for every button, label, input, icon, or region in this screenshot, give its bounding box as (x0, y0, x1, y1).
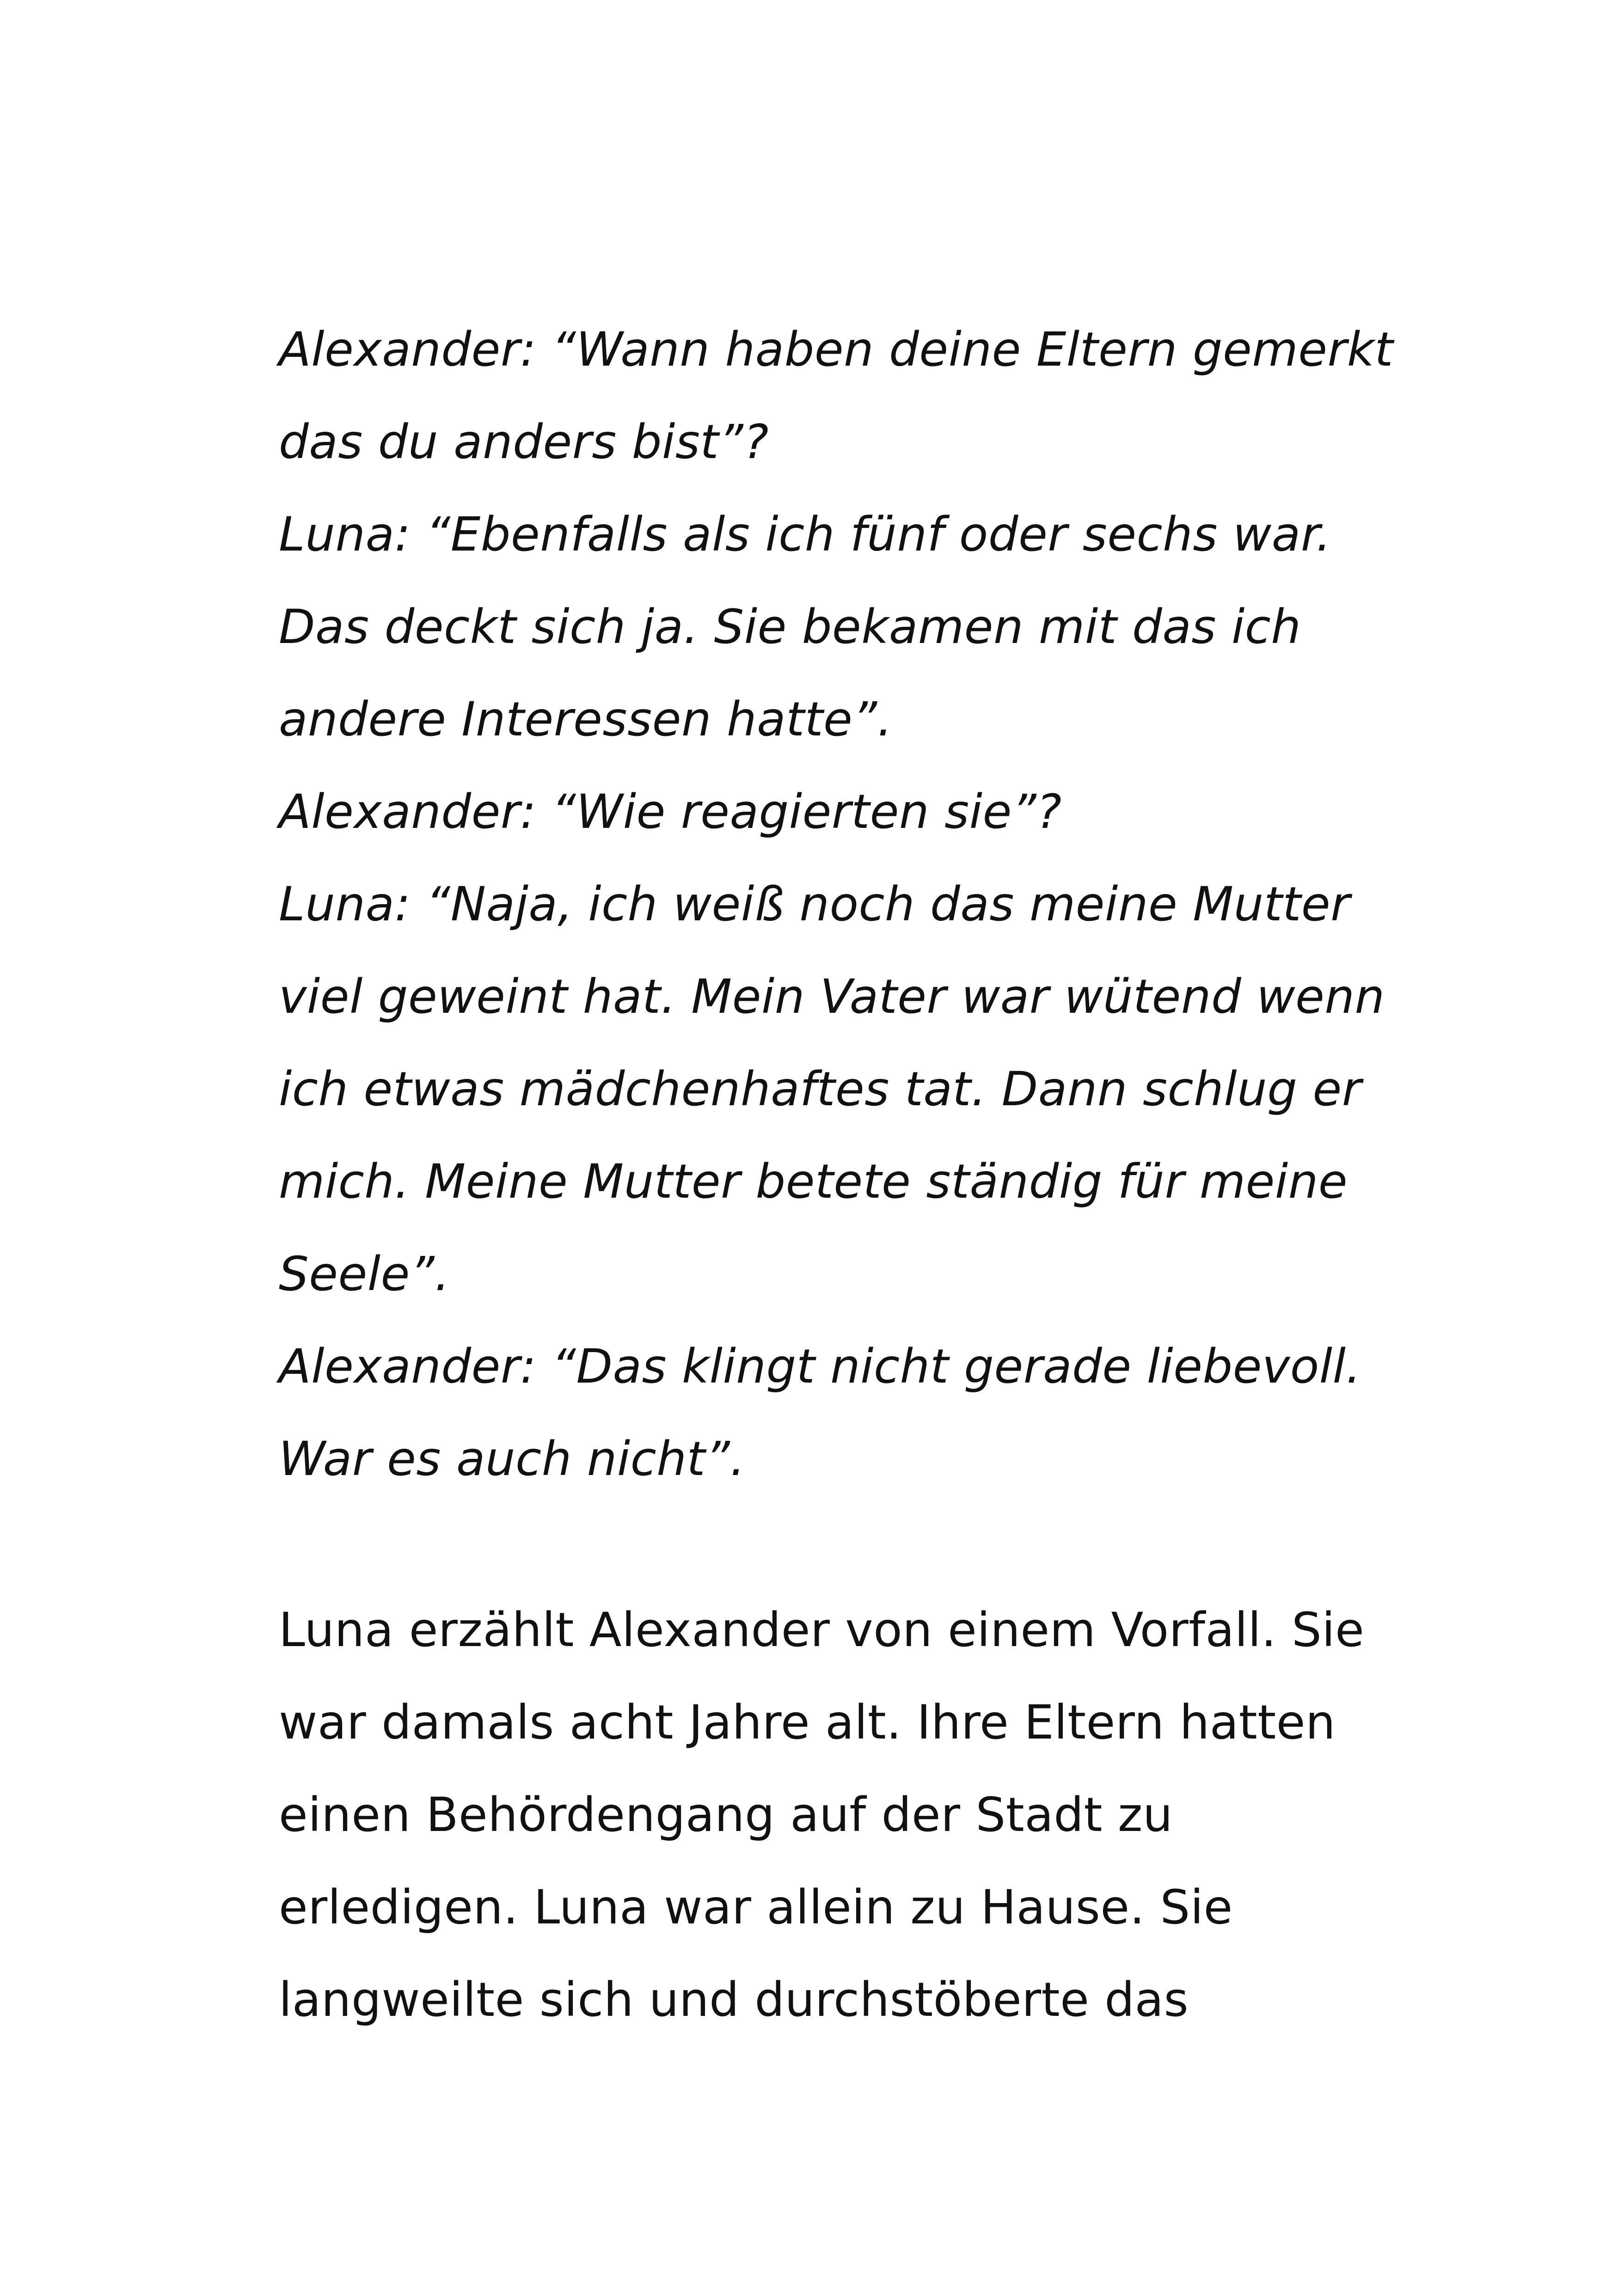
dialogue-line: Luna: “Ebenfalls als ich fünf oder sechs war. (279, 507, 1331, 562)
dialogue-line: Seele”. (279, 1247, 450, 1302)
dialogue-line: Alexander: “Das klingt nicht gerade liebevoll. (279, 1339, 1361, 1394)
dialogue-section (279, 304, 1393, 1506)
dialogue-line: ich etwas mädchenhaftes tat. Dann schlug er (279, 1062, 1362, 1117)
narration-line: war damals acht Jahre alt. Ihre Eltern hatten (279, 1695, 1336, 1750)
dialogue-line: Alexander: “Wann haben deine Eltern gemerkt (279, 322, 1393, 377)
dialogue-line: War es auch nicht”. (279, 1432, 746, 1487)
narration-line: einen Behördengang auf der Stadt zu (279, 1788, 1173, 1843)
dialogue-line: viel geweint hat. Mein Vater war wütend wenn (279, 969, 1385, 1024)
dialogue-line: das du anders bist”? (279, 415, 769, 470)
dialogue-line: Luna: “Naja, ich weiß noch das meine Mutter (279, 877, 1350, 932)
narration-line: langweilte sich und durchstöberte das (279, 1972, 1189, 2027)
narration-paragraph (279, 1584, 1388, 2046)
dialogue-line: Alexander: “Wie reagierten sie”? (279, 784, 1062, 839)
dialogue-line: mich. Meine Mutter betete ständig für meine (279, 1154, 1348, 1209)
narration-line: erledigen. Luna war allein zu Hause. Sie (279, 1880, 1233, 1935)
dialogue-line: Das deckt sich ja. Sie bekamen mit das ich (279, 600, 1301, 655)
narration-line: Luna erzählt Alexander von einem Vorfall. Sie (279, 1603, 1365, 1658)
dialogue-line: andere Interessen hatte”. (279, 692, 893, 747)
